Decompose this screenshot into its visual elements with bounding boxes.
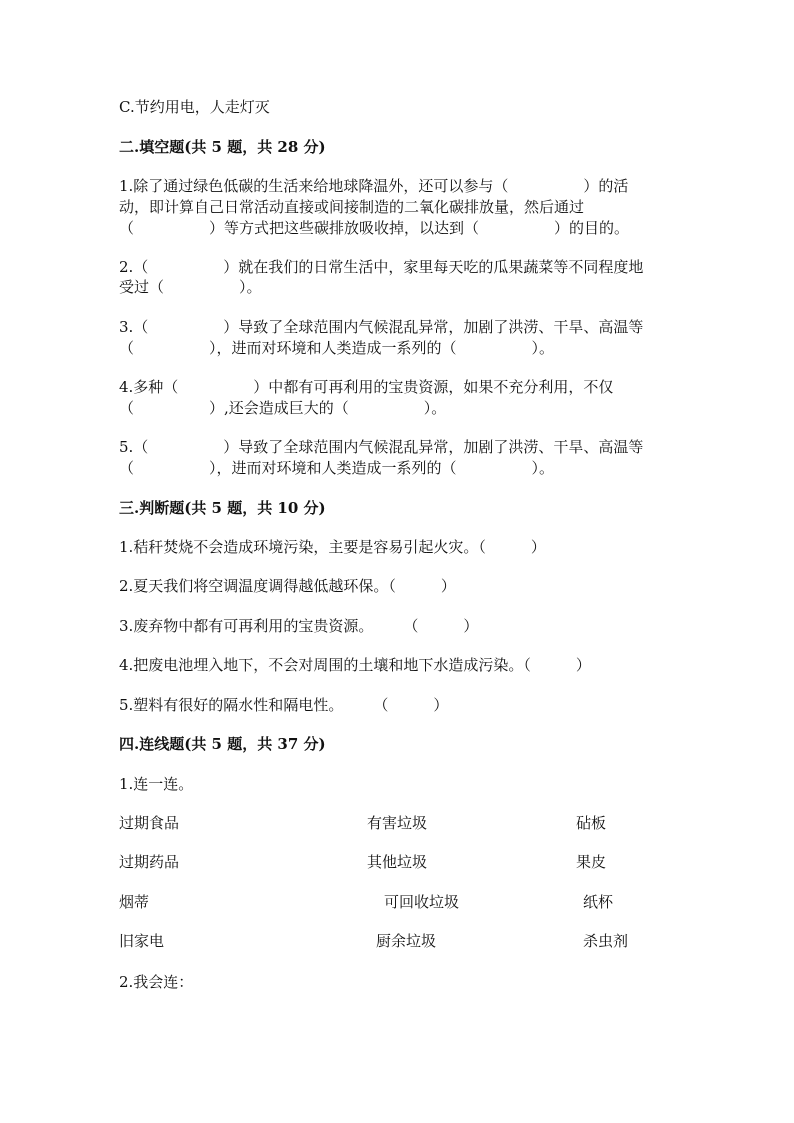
match-mid-item: 厨余垃圾 bbox=[376, 932, 437, 950]
match-right-item: 果皮 bbox=[576, 853, 607, 871]
question-2-1-line-3: （ ）等方式把这些碳排放吸收掉，以达到（ ）的目的。 bbox=[119, 219, 630, 237]
question-2-2-line-2: 受过（ ）。 bbox=[119, 278, 262, 296]
question-2-3-line-1: 3.（ ）导致了全球范围内气候混乱异常，加剧了洪涝、干旱、高温等 bbox=[119, 318, 644, 336]
match-right-item: 砧板 bbox=[576, 814, 607, 832]
judge-item-5: 5.塑料有很好的隔水性和隔电性。 （ ） bbox=[119, 696, 449, 714]
match-right-item: 纸杯 bbox=[583, 893, 614, 911]
section-3-heading: 三.判断题(共 5 题，共 10 分) bbox=[119, 499, 326, 517]
match-question-2-title: 2.我会连： bbox=[119, 973, 194, 991]
judge-item-1: 1.秸秆焚烧不会造成环境污染，主要是容易引起火灾。（ ） bbox=[119, 538, 546, 556]
judge-item-4: 4.把废电池埋入地下，不会对周围的土壤和地下水造成污染。（ ） bbox=[119, 656, 591, 674]
match-left-item: 过期药品 bbox=[119, 853, 180, 871]
match-left-item: 过期食品 bbox=[119, 814, 180, 832]
question-2-3-line-2: （ ），进而对环境和人类造成一系列的（ ）。 bbox=[119, 339, 555, 357]
match-question-1-title: 1.连一连。 bbox=[119, 775, 194, 793]
judge-item-3: 3.废弃物中都有可再利用的宝贵资源。 （ ） bbox=[119, 617, 479, 635]
question-2-5-line-2: （ ），进而对环境和人类造成一系列的（ ）。 bbox=[119, 459, 555, 477]
match-mid-item: 其他垃圾 bbox=[367, 853, 428, 871]
match-left-item: 烟蒂 bbox=[119, 893, 150, 911]
section-2-heading: 二.填空题(共 5 题，共 28 分) bbox=[119, 138, 326, 156]
question-2-5-line-1: 5.（ ）导致了全球范围内气候混乱异常，加剧了洪涝、干旱、高温等 bbox=[119, 438, 644, 456]
question-2-4-line-1: 4.多种（ ）中都有可再利用的宝贵资源，如果不充分利用，不仅 bbox=[119, 378, 614, 396]
question-2-1-line-2: 动，即计算自己日常活动直接或间接制造的二氧化碳排放量，然后通过 bbox=[119, 198, 585, 216]
match-right-item: 杀虫剂 bbox=[583, 932, 629, 950]
judge-item-2: 2.夏天我们将空调温度调得越低越环保。（ ） bbox=[119, 577, 456, 595]
section-4-heading: 四.连线题(共 5 题，共 37 分) bbox=[119, 735, 326, 753]
match-mid-item: 可回收垃圾 bbox=[384, 893, 460, 911]
match-left-item: 旧家电 bbox=[119, 932, 165, 950]
question-2-2-line-1: 2.（ ）就在我们的日常生活中，家里每天吃的瓜果蔬菜等不同程度地 bbox=[119, 258, 644, 276]
question-2-1-line-1: 1.除了通过绿色低碳的生活来给地球降温外，还可以参与（ ）的活 bbox=[119, 177, 629, 195]
question-2-4-line-2: （ ）,还会造成巨大的（ ）。 bbox=[119, 399, 447, 417]
match-mid-item: 有害垃圾 bbox=[367, 814, 428, 832]
top-option: C.节约用电，人走灯灭 bbox=[119, 98, 270, 116]
